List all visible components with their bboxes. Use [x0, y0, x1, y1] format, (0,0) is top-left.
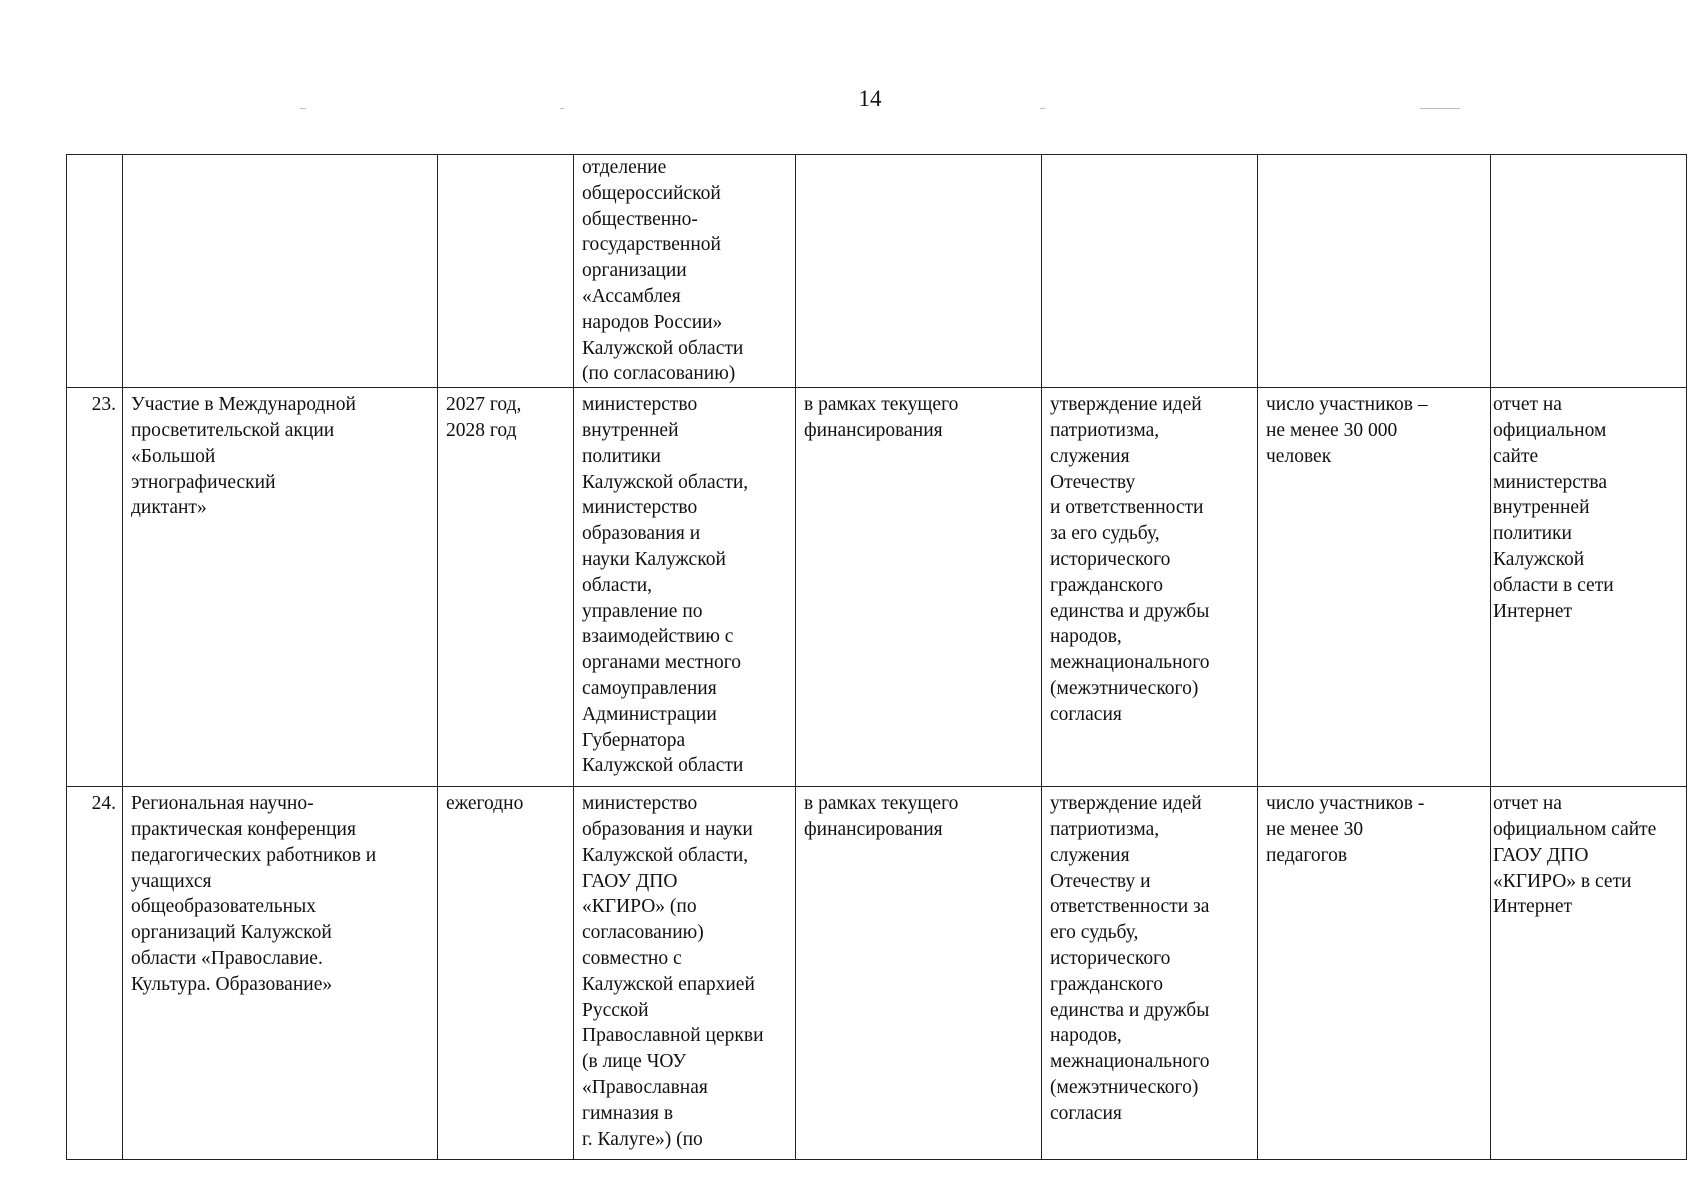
event-executors: министерство внутренней политики Калужской области, министерство образования и науки Калужской области, управление по взаимодействию с органами местного самоуправления Администрации Губернатора Калужской области: [574, 388, 796, 787]
event-financing: [796, 155, 1042, 388]
event-executors: министерство образования и науки Калужской области, ГАОУ ДПО «КГИРО» (по согласованию) совместно с Калужской епархией Русской Православной церкви (в лице ЧОУ «Православная гимназия в г. Калуге») (по: [574, 787, 796, 1160]
event-result: утверждение идей патриотизма, служения Отечеству и ответственности за его судьбу, исторического гражданского единства и дружбы народов, межнационального (межэтнического) согласия: [1042, 787, 1258, 1160]
event-term: [438, 155, 574, 388]
event-financing: в рамках текущего финансирования: [796, 787, 1042, 1160]
event-result: утверждение идей патриотизма, служения Отечеству и ответственности за его судьбу, исторического гражданского единства и дружбы народов, межнационального (межэтнического) согласия: [1042, 388, 1258, 787]
event-indicator: число участников - не менее 30 педагогов: [1258, 787, 1491, 1160]
scan-speck: [560, 108, 564, 109]
table-row: [67, 155, 1687, 388]
event-term: 2027 год, 2028 год: [438, 388, 574, 787]
event-term: ежегодно: [438, 787, 574, 1160]
row-number: 24.: [67, 787, 123, 1160]
measures-table: [66, 154, 1687, 1160]
event-financing: в рамках текущего финансирования: [796, 388, 1042, 787]
event-name: [123, 155, 438, 388]
event-report: [1491, 155, 1687, 388]
page-number: 14: [858, 86, 882, 111]
event-indicator: число участников – не менее 30 000 человек: [1258, 388, 1491, 787]
row-number: 23.: [67, 388, 123, 787]
scan-speck: [1420, 108, 1460, 109]
scan-speck: [300, 108, 306, 109]
event-name: Участие в Международной просветительской акции «Большой этнографический диктант»: [123, 388, 438, 787]
event-result: [1042, 155, 1258, 388]
event-report: отчет на официальном сайте министерства внутренней политики Калужской области в сети Интернет: [1491, 388, 1687, 787]
event-indicator: [1258, 155, 1491, 388]
event-report: отчет на официальном сайте ГАОУ ДПО «КГИРО» в сети Интернет: [1491, 787, 1687, 1160]
table-row: [67, 388, 1687, 787]
event-executors: отделение общероссийской общественно- государственной организации «Ассамблея народов России» Калужской области (по согласованию): [574, 155, 796, 388]
row-number: [67, 155, 123, 388]
scan-speck: [1040, 108, 1045, 109]
event-name: Региональная научно- практическая конференция педагогических работников и учащихся общеобразовательных организаций Калужской области «Православие. Культура. Образование»: [123, 787, 438, 1160]
table-row: [67, 787, 1687, 1160]
